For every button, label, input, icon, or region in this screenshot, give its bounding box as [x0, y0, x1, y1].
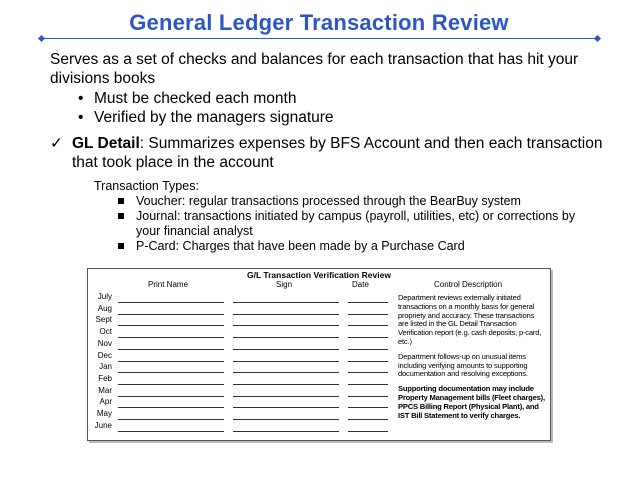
date-line [348, 431, 388, 432]
month-label: Mar [98, 385, 112, 395]
form-title: G/L Transaction Verification Review [247, 270, 391, 280]
col-header-print-name: Print Name [148, 280, 189, 289]
month-label: July [97, 292, 112, 301]
title-divider [42, 38, 597, 39]
gl-detail-text [50, 134, 615, 172]
bullet-text: Verified by the managers signature [94, 109, 334, 126]
gl-detail-description: : Summarizes expenses by BFS Account and then each transaction that took place in the account [72, 135, 603, 171]
transaction-types-label: Transaction Types: [94, 179, 199, 193]
print-name-line [118, 431, 224, 432]
col-header-date: Date [352, 280, 369, 289]
month-label: Jan [99, 362, 112, 372]
control-desc-paragraph: Department reviews externally initiated transactions on a monthly basis for general propriety and accuracy. These transactions are listed in the GL Detail Transaction Verification report (e.g. cash deposits, p-card, etc.) [398, 293, 542, 346]
verification-form-image [87, 268, 551, 441]
slide-title: General Ledger Transaction Review [129, 10, 509, 35]
col-header-sign: Sign [276, 280, 293, 289]
transaction-type-item: P-Card: Charges that have been made by a Purchase Card [118, 239, 593, 254]
intro-text: Serves as a set of checks and balances for each transaction that has hit your divisions books [50, 51, 579, 87]
checkmark-icon: ✓ [50, 135, 63, 152]
month-label: Aug [97, 303, 112, 313]
sign-line [233, 431, 339, 432]
month-label: June [94, 420, 112, 430]
month-label: Nov [97, 338, 112, 348]
month-label: Dec [97, 350, 112, 360]
control-description [398, 294, 546, 420]
month-label: May [96, 409, 112, 418]
intro-bullets [78, 89, 334, 127]
month-label: Feb [98, 373, 112, 383]
month-label: Oct [99, 327, 112, 337]
month-row [88, 421, 550, 432]
transaction-type-item: Voucher: regular transactions processed through the BearBuy system [118, 194, 593, 209]
gl-detail-label: GL Detail [72, 135, 140, 152]
control-desc-paragraph: Department follows-up on unusual items including verifying amounts to supporting documentation and resolving exceptions. [398, 351, 528, 379]
transaction-type-item: Journal: transactions initiated by campus (payroll, utilities, etc) or corrections by your financial analyst [118, 209, 593, 239]
bullet-item [78, 89, 334, 108]
control-desc-paragraph: Supporting documentation may include Property Management bills (Fleet charges), PPCS Billing Report (Physical Plant), and IST Bill Statement to verify charges. [398, 384, 545, 420]
gl-detail-section [50, 134, 615, 172]
col-header-control-description: Control Description [434, 280, 503, 289]
month-label: Apr [99, 397, 112, 407]
bullet-text: Must be checked each month [94, 90, 297, 107]
bullet-item [78, 108, 334, 127]
month-label: Sept [95, 315, 112, 325]
transaction-types-list [118, 194, 593, 254]
